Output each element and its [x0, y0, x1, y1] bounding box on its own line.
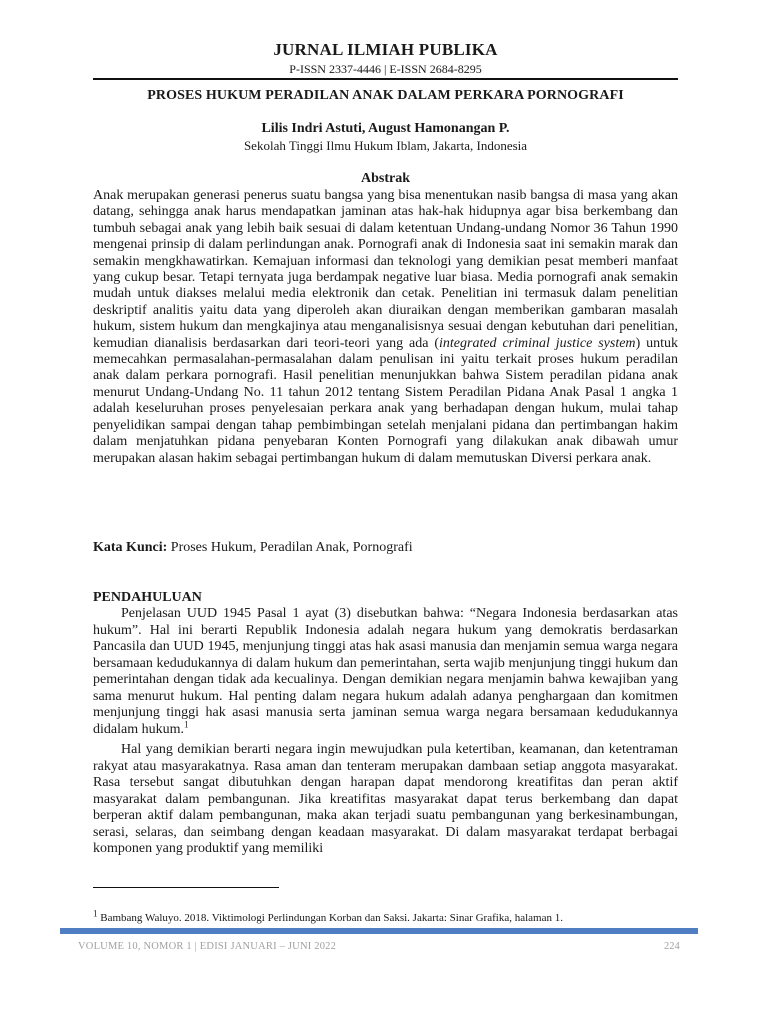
- page-number: 224: [664, 941, 680, 952]
- header-rule: [93, 78, 678, 80]
- keywords-label: Kata Kunci:: [93, 540, 168, 555]
- section-heading-introduction: PENDAHULUAN: [93, 590, 202, 605]
- introduction-body: [93, 606, 678, 858]
- footer-issue: VOLUME 10, NOMOR 1 | EDISI JANUARI – JUNI 2022: [78, 941, 337, 952]
- affiliation: Sekolah Tinggi Ilmu Hukum Iblam, Jakarta, Indonesia: [243, 138, 528, 153]
- authors: Lilis Indri Astuti, August Hamonangan P.: [261, 121, 510, 136]
- paper-title: PROSES HUKUM PERADILAN ANAK DALAM PERKARA PORNOGRAFI: [147, 88, 624, 103]
- abstract-body: [93, 188, 678, 467]
- footnote-number: 1: [93, 908, 98, 919]
- footnote-reference[interactable]: 1: [184, 718, 189, 729]
- intro-paragraph-1-text: Penjelasan UUD 1945 Pasal 1 ayat (3) disebutkan bahwa: “Negara Indonesia berdasarkan atas hukum”. Hal ini berarti Republik Indonesia adalah negara hukum yang demokratis berdasarkan Pancasila dan UUD 1945, menjunjung tinggi atas hak asasi manusia dan menjamin semua warga negara bersamaan kedudukannya di dalam hukum dan pemerintahan, serta wajib menjunjung tinggi hukum dan pemerintahan dengan tidak ada kecualinya. Dengan demikian negara menjamin bahwa kewajiban yang sama menurut hukum. Hal penting dalam negara hukum adalah adanya penghargaan dan komitmen menjunjung tinggi hak asasi manusia serta jaminan semua warga negara bersamaan kedudukannya didalam hukum.: [93, 606, 678, 737]
- intro-paragraph-1: [93, 606, 678, 738]
- abstract-italic-term: integrated criminal justice system: [439, 335, 636, 351]
- abstract-heading: Abstrak: [360, 171, 410, 186]
- keywords: [93, 540, 678, 556]
- footnote: [93, 908, 678, 924]
- footnote-text: Bambang Waluyo. 2018. Viktimologi Perlindungan Korban dan Saksi. Jakarta: Sinar Grafika, halaman 1.: [97, 912, 563, 924]
- footnote-rule: [93, 887, 279, 888]
- abstract-text-part1: Anak merupakan generasi penerus suatu bangsa yang bisa menentukan nasib bangsa di masa yang akan datang, sehingga anak harus mendapatkan jaminan atas hak-hak hidupnya agar bisa berkembang dan tumbuh sebagai anak yang lebih baik sesuai di dalam ketentuan Undang-undang Nomor 36 Tahun 1990 mengenai prinsip di dalam perlindungan anak. Pornografi anak di Indonesia saat ini semakin marak dan semakin mengkhawatirkan. Kemajuan informasi dan teknologi yang demikian pesat memberi manfaat yang cukup besar. Tetapi ternyata juga berdampak negative luar biasa. Media pornografi anak semakin mudah untuk diakses melalui media elektronik dan cetak. Penelitian ini termasuk dalam penelitian deskriptif analitis yaitu data yang diperoleh akan diuraikan dengan memberikan gambaran masalah hukum, sistem hukum dan mengkajinya atau menganalisisnya sesuai dengan kebutuhan dari penelitian, kemudian dianalisis berdasarkan dari teori-teori yang ada (: [93, 188, 678, 351]
- keywords-value: Proses Hukum, Peradilan Anak, Pornografi: [170, 540, 413, 555]
- abstract-text-part2: ) untuk memecahkan permasalahan-permasalahan dalam penulisan ini yaitu terkait proses hukum peradilan anak dalam perkara pornografi. Hasil penelitian menunjukkan bahwa Sistem peradilan pidana anak menurut Undang-Undang No. 11 tahun 2012 tentang Sistem Peradilan Pidana Anak Pasal 1 angka 1 adalah keseluruhan proses penyelesaian perkara anak yang berhadapan dengan hukum, mulai tahap penyelidikan sampai dengan tahap pembimbingan setelah menjalani pidana dan pertimbangan hakim dalam menjatuhkan pidana penyebaran Konten Pornografi yang dilakukan anak dibawah umur merupakan alasan hakim sebagai pertimbangan hukum di dalam memutuskan Diversi perkara anak.: [93, 335, 679, 466]
- journal-title: JURNAL ILMIAH PUBLIKA: [273, 40, 498, 59]
- footer-rule: [60, 928, 698, 934]
- intro-paragraph-2: Hal yang demikian berarti negara ingin mewujudkan pula ketertiban, keamanan, dan ketentraman rakyat atau masyarakatnya. Rasa aman dan tenteram merupakan dambaan setiap anggota masyarakat. Rasa tersebut sangat dibutuhkan dengan harapan dapat mendorong kreatifitas dan peran aktif masyarakat dalam pembangunan. Jika kreatifitas masyarakat dapat terus berkembang dan dapat berperan aktif dalam pembangunan, maka akan terjadi suatu pembangunan yang berkesinambungan, serasi, selaras, dan seimbang dengan keadaan masyarakat. Di dalam masyarakat terdapat berbagai komponen yang produktif yang memiliki: [93, 742, 678, 856]
- issn-line: P-ISSN 2337-4446 | E-ISSN 2684-8295: [289, 62, 482, 76]
